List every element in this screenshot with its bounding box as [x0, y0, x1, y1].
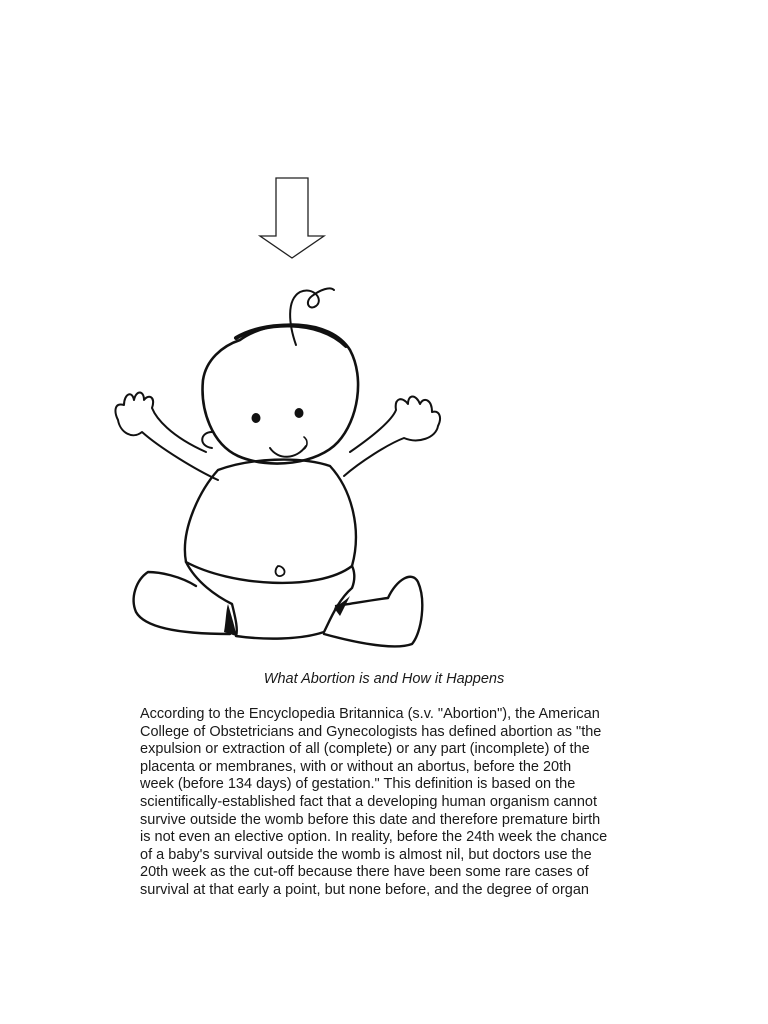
body-paragraph — [140, 706, 640, 900]
hair-curl — [290, 288, 334, 345]
left-leg — [134, 572, 230, 634]
paragraph-line: week (before 134 days) of gestation." This definition is based on the — [140, 776, 576, 793]
baby-illustration — [100, 278, 460, 658]
ear — [202, 432, 212, 448]
paragraph-line: survive outside the womb before this date and therefore premature birth — [140, 811, 601, 828]
paragraph-line: is not even an elective option. In reality, before the 24th week the chance — [140, 829, 608, 846]
right-eye — [295, 408, 304, 418]
right-arm — [344, 397, 440, 477]
down-arrow-icon — [256, 176, 328, 262]
paragraph-line: survival at that early a point, but none before, and the degree of organ — [140, 881, 589, 898]
paragraph-line: of a baby's survival outside the womb is almost nil, but doctors use the — [140, 846, 592, 863]
caption: What Abortion is and How it Happens — [263, 671, 505, 687]
paragraph-line: placenta or membranes, with or without an abortus, before the 20th — [140, 758, 572, 775]
left-eye — [252, 413, 261, 423]
head — [203, 325, 359, 464]
paragraph-line: expulsion or extraction of all (complete) or any part (incomplete) of the — [140, 741, 590, 758]
belly-button — [276, 566, 285, 576]
paragraph-line: According to the Encyclopedia Britannica (s.v. "Abortion"), the American — [140, 706, 600, 722]
paragraph-line: 20th week as the cut-off because there have been some rare cases of — [140, 864, 589, 881]
paragraph-line: scientifically-established fact that a developing human organism cannot — [140, 793, 598, 810]
mouth — [270, 446, 306, 457]
paragraph-line: College of Obstetricians and Gynecologists has defined abortion as "the — [140, 723, 602, 740]
body — [185, 460, 356, 583]
